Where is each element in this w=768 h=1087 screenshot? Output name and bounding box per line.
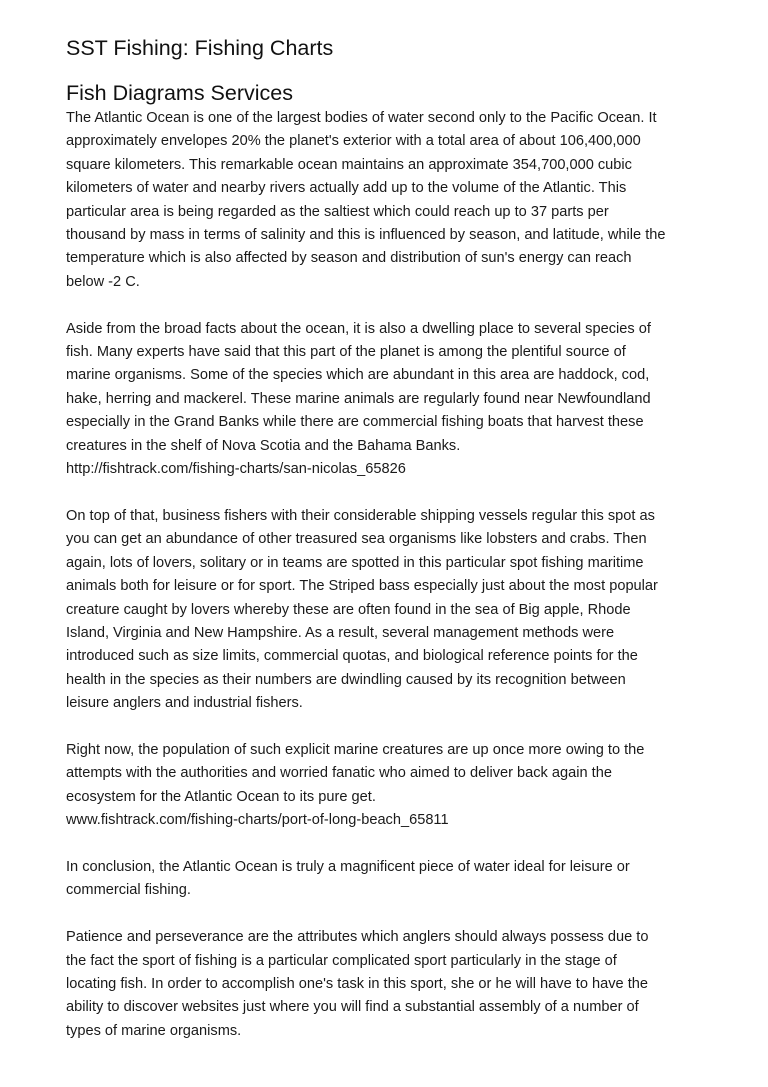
text-line: creature caught by lovers whereby these are often found in the sea of Big apple, Rhode	[66, 601, 631, 618]
paragraph-1	[66, 107, 716, 294]
text-line: fish. Many experts have said that this part of the planet is among the plentiful source of	[66, 344, 626, 361]
text-line: In conclusion, the Atlantic Ocean is truly a magnificent piece of water ideal for leisure or	[66, 858, 630, 875]
paragraph-spacer	[66, 481, 716, 504]
text-line: types of marine organisms.	[66, 1022, 242, 1039]
text-line: particular area is being regarded as the saltiest which could reach up to 37 parts per	[66, 203, 609, 220]
text-line: temperature which is also affected by season and distribution of sun's energy can reach	[66, 250, 632, 267]
paragraph-2	[66, 318, 716, 482]
text-line: leisure anglers and industrial fishers.	[66, 695, 303, 712]
text-line: again, lots of lovers, solitary or in teams are spotted in this particular spot fishing maritime	[66, 554, 644, 571]
text-line: health in the species as their numbers are dwindling caused by its recognition between	[66, 671, 626, 688]
url-text: http://fishtrack.com/fishing-charts/san-nicolas_65826	[66, 461, 406, 478]
text-line: The Atlantic Ocean is one of the largest bodies of water second only to the Pacific Ocean. It	[66, 110, 657, 126]
text-line: attempts with the authorities and worried fanatic who aimed to deliver back again the	[66, 765, 612, 782]
text-line: On top of that, business fishers with their considerable shipping vessels regular this spot as	[66, 507, 655, 524]
text-line: ability to discover websites just where you will find a substantial assembly of a number of	[66, 999, 639, 1016]
document-page	[66, 34, 716, 1043]
text-line: approximately envelopes 20% the planet's exterior with a total area of about 106,400,000	[66, 133, 641, 150]
text-line: creatures in the shelf of Nova Scotia and the Bahama Banks.	[66, 437, 461, 454]
section-subtitle: Fish Diagrams Services	[66, 81, 293, 105]
paragraph-6	[66, 926, 716, 1043]
paragraph-spacer	[66, 294, 716, 317]
url-text: www.fishtrack.com/fishing-charts/port-of-long-beach_65811	[66, 812, 449, 829]
paragraph-spacer	[66, 833, 716, 856]
paragraph-3	[66, 505, 716, 716]
text-line: hake, herring and mackerel. These marine animals are regularly found near Newfoundland	[66, 390, 651, 407]
text-line: kilometers of water and nearby rivers actually add up to the volume of the Atlantic. This	[66, 180, 627, 197]
text-line: Island, Virginia and New Hampshire. As a result, several management methods were	[66, 624, 615, 641]
page-title: SST Fishing: Fishing Charts	[66, 36, 334, 60]
text-line: thousand by mass in terms of salinity and this is influenced by season, and latitude, while the	[66, 227, 666, 244]
paragraph-spacer	[66, 716, 716, 739]
paragraph-5	[66, 856, 716, 903]
text-line: you can get an abundance of other treasured sea organisms like lobsters and crabs. Then	[66, 531, 647, 548]
paragraph-4	[66, 739, 716, 833]
text-line: Patience and perseverance are the attributes which anglers should always possess due to	[66, 929, 649, 946]
text-line: Aside from the broad facts about the ocean, it is also a dwelling place to several species of	[66, 320, 651, 337]
text-line: locating fish. In order to accomplish one's task in this sport, she or he will have to have the	[66, 975, 648, 992]
text-line: marine organisms. Some of the species which are abundant in this area are haddock, cod,	[66, 367, 650, 384]
text-line: animals both for leisure or for sport. The Striped bass especially just about the most popular	[66, 578, 658, 595]
paragraph-spacer	[66, 903, 716, 926]
text-line: especially in the Grand Banks while there are commercial fishing boats that harvest these	[66, 414, 644, 431]
text-line: the fact the sport of fishing is a particular complicated sport particularly in the stage of	[66, 952, 617, 969]
text-line: below -2 C.	[66, 273, 140, 290]
text-line: square kilometers. This remarkable ocean maintains an approximate 354,700,000 cubic	[66, 156, 632, 173]
text-line: ecosystem for the Atlantic Ocean to its pure get.	[66, 788, 376, 805]
text-line: introduced such as size limits, commercial quotas, and biological reference points for the	[66, 648, 638, 665]
text-line: Right now, the population of such explicit marine creatures are up once more owing to the	[66, 741, 645, 758]
text-line: commercial fishing.	[66, 882, 191, 899]
